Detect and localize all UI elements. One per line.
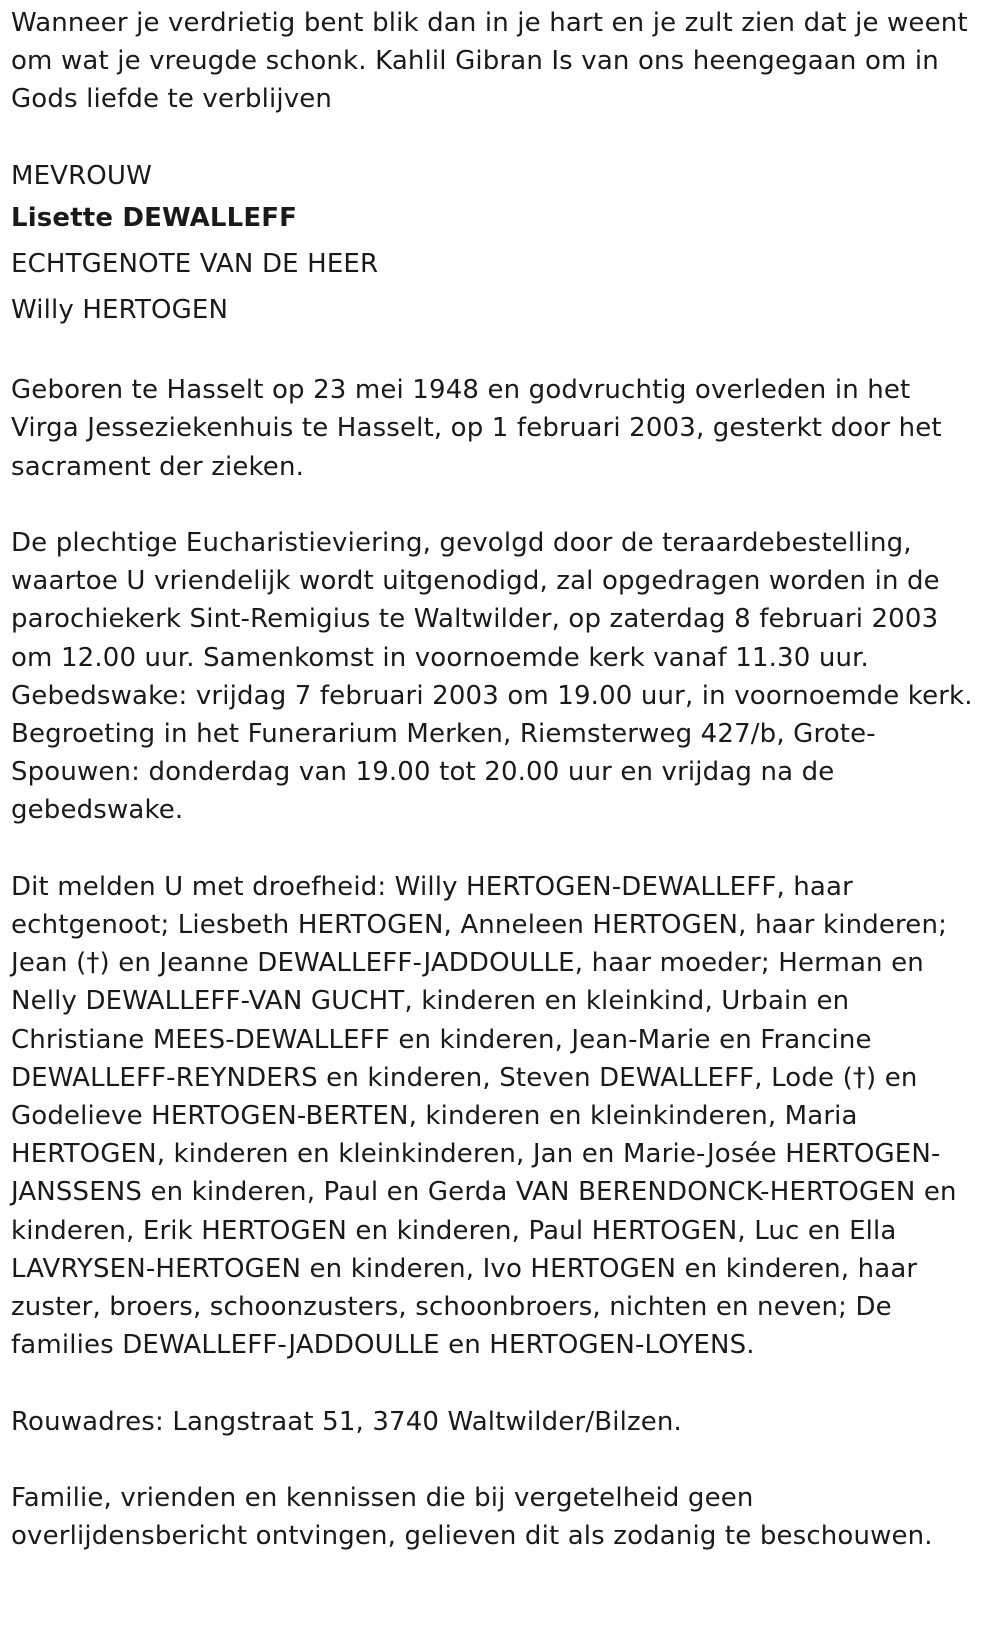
spouse-name: Willy HERTOGEN [11, 295, 229, 325]
obituary-document [11, 4, 986, 1555]
deceased-name: Lisette DEWALLEFF [11, 203, 298, 233]
honorific-title: MEVROUW [11, 160, 152, 191]
opening-quote: Wanneer je verdrietig bent blik dan in je hart en je zult zien dat je weent om wat je vreugde schonk. Kahlil Gibran Is van ons heengegaan om in Gods liefde te verblijven [11, 8, 968, 115]
relation-line: ECHTGENOTE VAN DE HEER [11, 249, 379, 279]
closing-notice: Familie, vrienden en kennissen die bij vergetelheid geen overlijdensbericht ontvingen, gelieven dit als zodanig te beschouwen. [11, 1483, 933, 1552]
ceremony-paragraph: De plechtige Eucharistieviering, gevolgd door de teraardebestelling, waartoe U vriendelijk wordt uitgenodigd, zal opgedragen worden in de parochiekerk Sint-Remigius te Waltwilder, op zaterdag 8 februari 2003 om 12.00 uur. Samenkomst in voornoemde kerk vanaf 11.30 uur. Gebedswake: vrijdag 7 februari 2003 om 19.00 uur, in voornoemde kerk. Begroeting in het Funerarium Merken, Riemsterweg 427/b, Grote-Spouwen: donderdag van 19.00 tot 20.00 uur en vrijdag na de gebedswake. [11, 527, 973, 826]
birth-death-paragraph: Geboren te Hasselt op 23 mei 1948 en godvruchtig overleden in het Virga Jesseziekenhuis te Hasselt, op 1 februari 2003, gesterkt door het sacrament der zieken. [11, 375, 942, 482]
mourning-address: Rouwadres: Langstraat 51, 3740 Waltwilder/Bilzen. [11, 1406, 682, 1437]
family-paragraph: Dit melden U met droefheid: Willy HERTOGEN-DEWALLEFF, haar echtgenoot; Liesbeth HERTOGEN, Anneleen HERTOGEN, haar kinderen; Jean (†) en Jeanne DEWALLEFF-JADDOULLE, haar moeder; Herman en Nelly DEWALLEFF-VAN GUCHT, kinderen en kleinkind, Urbain en Christiane MEES-DEWALLEFF en kinderen, Jean-Marie en Francine DEWALLEFF-REYNDERS en kinderen, Steven DEWALLEFF, Lode (†) en Godelieve HERTOGEN-BERTEN, kinderen en kleinkinderen, Maria HERTOGEN, kinderen en kleinkinderen, Jan en Marie-Josée HERTOGEN-JANSSENS en kinderen, Paul en Gerda VAN BERENDONCK-HERTOGEN en kinderen, Erik HERTOGEN en kinderen, Paul HERTOGEN, Luc en Ella LAVRYSEN-HERTOGEN en kinderen, Ivo HERTOGEN en kinderen, haar zuster, broers, schoonzusters, schoonbroers, nichten en neven; De families DEWALLEFF-JADDOULLE en HERTOGEN-LOYENS. [11, 871, 957, 1361]
